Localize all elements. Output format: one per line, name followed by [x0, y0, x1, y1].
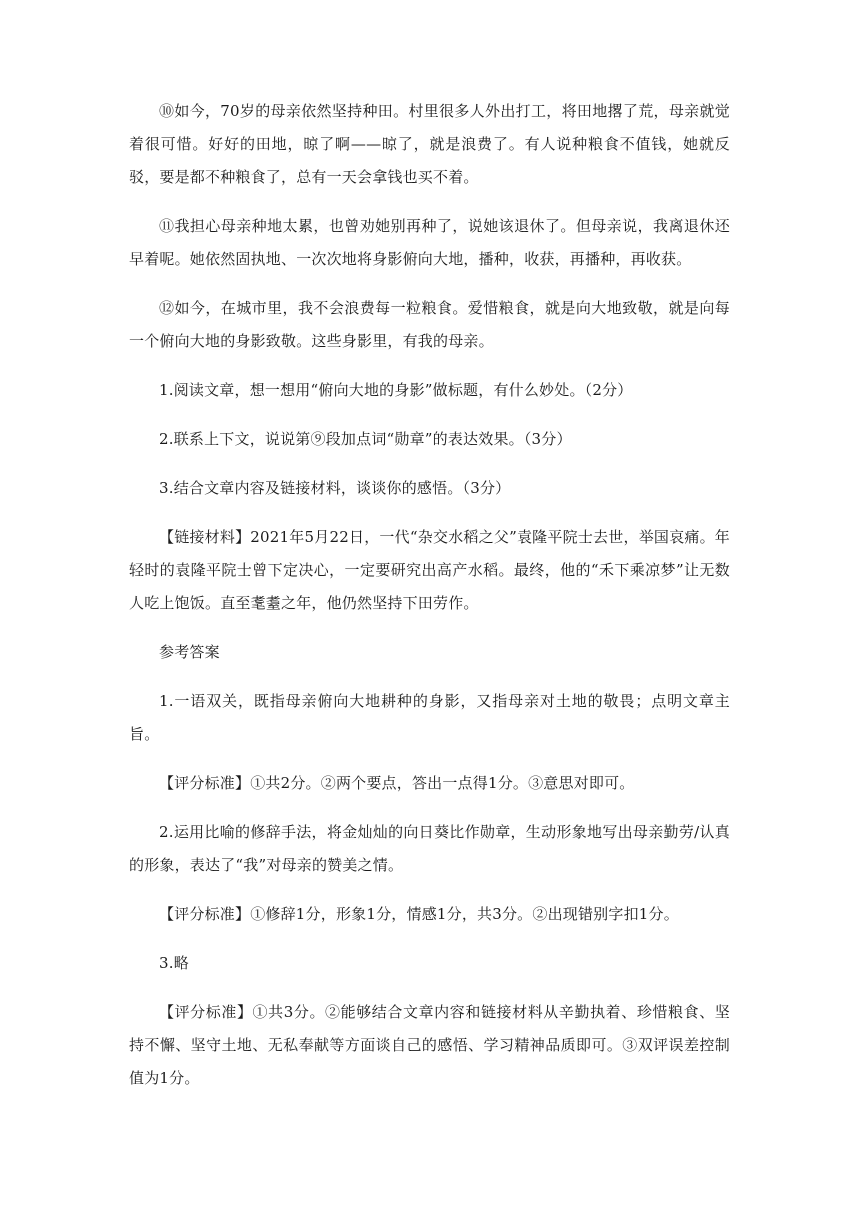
answer-1: 1.一语双关，既指母亲俯向大地耕种的身影，又指母亲对土地的敬畏；点明文章主旨。 — [129, 692, 730, 743]
document-page — [129, 95, 730, 1111]
question-1: 1.阅读文章，想一想用“俯向大地的身影”做标题，有什么妙处。（2分） — [159, 381, 633, 399]
scoring-standard-2: 【评分标准】①修辞1分，形象1分，情感1分，共3分。②出现错别字扣1分。 — [159, 905, 679, 923]
paragraph-10: ⑩如今，70岁的母亲依然坚持种田。村里很多人外出打工，将田地撂了荒，母亲就觉着很可惜。好好的田地，晾了啊——晾了，就是浪费了。有人说种粮食不值钱，她就反驳，要是都不种粮食了，总有一天会拿钱也买不着。 — [129, 102, 730, 186]
paragraph-12: ⑫如今，在城市里，我不会浪费每一粒粮食。爱惜粮食，就是向大地致敬，就是向每一个俯向大地的身影致敬。这些身影里，有我的母亲。 — [129, 299, 730, 350]
scoring-standard-1: 【评分标准】①共2分。②两个要点，答出一点得1分。③意思对即可。 — [159, 774, 635, 792]
paragraph-11: ⑪我担心母亲种地太累，也曾劝她别再种了，说她该退休了。但母亲说，我离退休还早着呢。她依然固执地、一次次地将身影俯向大地，播种，收获，再播种，再收获。 — [129, 217, 730, 268]
scoring-standard-3: 【评分标准】①共3分。②能够结合文章内容和链接材料从辛勤执着、珍惜粮食、坚持不懈、坚守土地、无私奉献等方面谈自己的感悟、学习精神品质即可。③双评误差控制值为1分。 — [129, 1003, 730, 1087]
answer-3: 3.略 — [159, 954, 189, 972]
question-2: 2.联系上下文，说说第⑨段加点词“勋章”的表达效果。（3分） — [159, 430, 572, 448]
link-material: 【链接材料】2021年5月22日，一代“杂交水稻之父”袁隆平院士去世，举国哀痛。年轻时的袁隆平院士曾下定决心，一定要研究出高产水稻。最终，他的“禾下乘凉梦”让无数人吃上饱饭。直至耄耋之年，他仍然坚持下田劳作。 — [129, 528, 730, 612]
answer-heading: 参考答案 — [159, 643, 220, 661]
question-3: 3.结合文章内容及链接材料，谈谈你的感悟。（3分） — [159, 479, 511, 497]
answer-2: 2.运用比喻的修辞手法，将金灿灿的向日葵比作勋章，生动形象地写出母亲勤劳/认真的形象，表达了“我”对母亲的赞美之情。 — [129, 823, 730, 874]
